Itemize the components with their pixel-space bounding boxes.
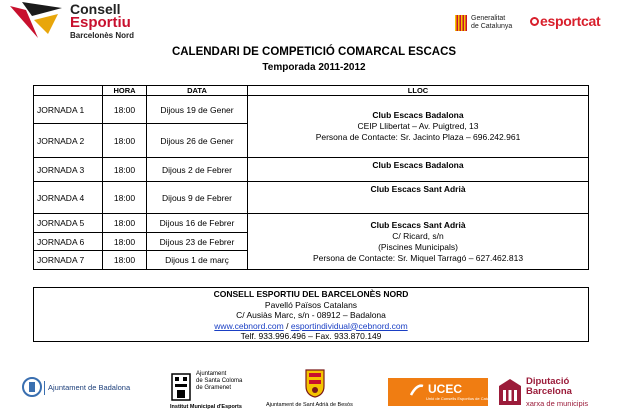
badalona-text: Ajuntament de Badalona xyxy=(48,383,131,392)
jornada-cell: JORNADA 7 xyxy=(34,251,103,270)
ucec-subtitle: Unió de Consells Esportius de Catalunya xyxy=(426,396,499,401)
logo-line-2: Esportiu xyxy=(70,14,131,31)
lloc-cell xyxy=(248,182,589,214)
hora-cell: 18:00 xyxy=(103,96,147,124)
jornada-cell: JORNADA 2 xyxy=(34,124,103,158)
contact-venue: Pavelló Països Catalans xyxy=(264,299,358,310)
diputacio-line-2: Barcelona xyxy=(526,386,572,397)
data-cell: Dijous 26 de Gener xyxy=(147,124,248,158)
generalitat-line-1: Generalitat xyxy=(471,15,506,22)
header-data: DATA xyxy=(147,86,248,96)
santa-coloma-logo xyxy=(170,370,260,412)
hora-cell: 18:00 xyxy=(103,233,147,251)
data-cell: Dijous 19 de Gener xyxy=(147,96,248,124)
generalitat-line-2: de Catalunya xyxy=(471,23,513,30)
ucec-swoosh-icon xyxy=(410,383,424,397)
lloc-cell xyxy=(248,214,589,270)
data-cell: Dijous 16 de Febrer xyxy=(147,214,248,233)
santa-coloma-line-2: de Santa Coloma xyxy=(196,378,243,384)
jornada-cell: JORNADA 5 xyxy=(34,214,103,233)
esportcat-ring-icon xyxy=(530,17,539,26)
club-name: Club Escacs Sant Adrià xyxy=(370,219,466,230)
header-lloc: LLOC xyxy=(248,86,589,96)
club-contact: Persona de Contacte: Sr. Miquel Tarragó – 627.462.813 xyxy=(312,252,524,263)
jornada-cell: JORNADA 4 xyxy=(34,182,103,214)
link-separator: / xyxy=(283,320,291,331)
table-row xyxy=(34,158,589,182)
data-cell: Dijous 9 de Febrer xyxy=(147,182,248,214)
sant-adria-text: Ajuntament de Sant Adrià de Besòs xyxy=(266,402,353,408)
page-subtitle: Temporada 2011-2012 xyxy=(262,62,366,73)
logo-line-3: Barcelonès Nord xyxy=(70,31,135,40)
hora-cell: 18:00 xyxy=(103,158,147,182)
badalona-shield-icon xyxy=(22,376,42,398)
club-name: Club Escacs Badalona xyxy=(372,110,464,120)
contact-name: CONSELL ESPORTIU DEL BARCELONÈS NORD xyxy=(213,289,409,299)
data-cell: Dijous 1 de març xyxy=(147,251,248,270)
santa-coloma-line-4: Institut Municipal d'Esports xyxy=(170,404,242,410)
diputacio-line-1: Diputació xyxy=(526,376,570,387)
logo-line-1: Consell xyxy=(70,1,121,17)
badalona-logo xyxy=(22,376,132,402)
calendar-table xyxy=(33,85,589,270)
sant-adria-shield-icon xyxy=(304,368,326,398)
table-row xyxy=(34,182,589,214)
santa-coloma-crest-icon xyxy=(170,372,192,402)
hora-cell: 18:00 xyxy=(103,214,147,233)
diputacio-line-3: xarxa de municipis xyxy=(526,399,589,408)
email-link[interactable]: esportindividual@cebnord.com xyxy=(290,320,408,331)
ucec-logo xyxy=(388,378,499,406)
table-row xyxy=(34,214,589,233)
santa-coloma-line-1: Ajuntament xyxy=(196,371,227,377)
esportcat-logo xyxy=(530,13,600,29)
contact-box xyxy=(33,287,589,342)
hora-cell: 18:00 xyxy=(103,251,147,270)
club-address: CEIP Llibertat – Av. Puigtred, 13 xyxy=(357,121,479,131)
jornada-cell: JORNADA 3 xyxy=(34,158,103,182)
sant-adria-logo xyxy=(266,368,366,412)
lloc-cell xyxy=(248,96,589,158)
jornada-cell: JORNADA 1 xyxy=(34,96,103,124)
header-jornada xyxy=(34,86,103,96)
jornada-cell: JORNADA 6 xyxy=(34,233,103,251)
consell-esportiu-logo xyxy=(8,2,168,42)
table-header-row xyxy=(34,86,589,96)
diputacio-building-icon xyxy=(498,378,522,406)
data-cell: Dijous 2 de Febrer xyxy=(147,158,248,182)
lloc-cell xyxy=(248,158,589,182)
ucec-name: UCEC xyxy=(428,382,463,396)
hora-cell: 18:00 xyxy=(103,124,147,158)
club-address-extra: (Piscines Municipals) xyxy=(378,241,458,252)
page-title: CALENDARI DE COMPETICIÓ COMARCAL ESCACS xyxy=(171,46,457,58)
data-cell: Dijous 23 de Febrer xyxy=(147,233,248,251)
senyera-icon xyxy=(455,15,467,31)
table-row xyxy=(34,96,589,124)
hora-cell: 18:00 xyxy=(103,182,147,214)
header-hora: HORA xyxy=(103,86,147,96)
contact-phone: Telf. 933.996.496 – Fax. 933.870.149 xyxy=(240,331,382,341)
generalitat-logo xyxy=(455,14,525,36)
club-address: C/ Ricard, s/n xyxy=(392,230,444,241)
santa-coloma-line-3: de Gramenet xyxy=(196,385,232,391)
club-contact: Persona de Contacte: Sr. Jacinto Plaza – 696.242.961 xyxy=(315,132,521,142)
contact-address: C/ Ausiàs Marc, s/n - 08912 – Badalona xyxy=(236,310,386,320)
consell-esportiu-mark-icon xyxy=(8,2,64,42)
club-name: Club Escacs Sant Adrià xyxy=(370,184,466,194)
club-name: Club Escacs Badalona xyxy=(372,160,464,170)
esportcat-text: esportcat xyxy=(540,13,601,29)
website-link[interactable]: www.cebnord.com xyxy=(214,320,284,331)
diputacio-logo xyxy=(498,376,608,412)
